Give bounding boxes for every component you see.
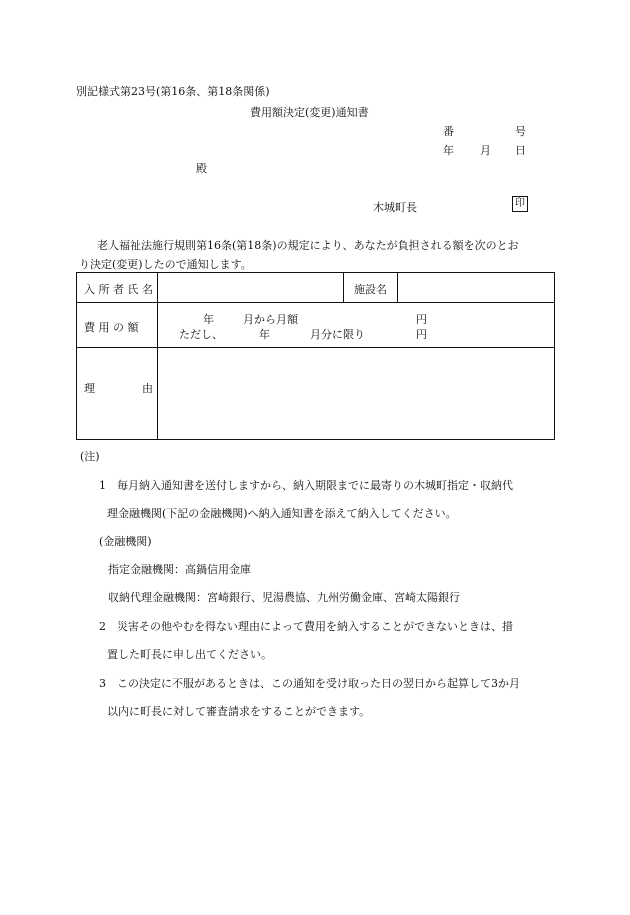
cost-year-label: 年 bbox=[203, 313, 214, 326]
cost-amount-label: 費 用 の 額 bbox=[84, 321, 139, 334]
note2-line2: 置した町長に申し出てください。 bbox=[107, 648, 272, 661]
note1-line2: 理金融機関(下記の金融機関)へ納入通知書を添えて納入してください。 bbox=[107, 507, 457, 520]
details-table bbox=[76, 272, 555, 440]
notes-heading: (注) bbox=[80, 450, 100, 463]
cost-proviso-year-label: 年 bbox=[259, 328, 270, 341]
body-text-line1: 老人福祉法施行規則第16条(第18条)の規定により、あなたが負担される額を次のとお bbox=[97, 239, 519, 252]
number-label: 番 bbox=[443, 125, 454, 138]
facility-name-label: 施設名 bbox=[354, 283, 387, 296]
document-title: 費用額決定(変更)通知書 bbox=[250, 106, 369, 119]
form-number: 別記様式第23号(第16条、第18条関係) bbox=[76, 85, 270, 98]
table-col-divider bbox=[397, 273, 398, 302]
number-suffix: 号 bbox=[515, 125, 526, 138]
table-row-divider bbox=[77, 302, 554, 303]
date-year-label: 年 bbox=[443, 144, 454, 157]
resident-name-label: 入 所 者 氏 名 bbox=[84, 283, 153, 296]
seal-mark: 印 bbox=[512, 196, 528, 212]
note3-line1: 3 この決定に不服があるときは、この通知を受け取った日の翌日から起算して3か月 bbox=[99, 677, 520, 690]
issuer-name: 木城町長 bbox=[373, 201, 417, 214]
date-month-label: 月 bbox=[480, 144, 491, 157]
table-col-divider bbox=[157, 273, 158, 440]
designated-bank: 指定金融機関：高鍋信用金庫 bbox=[108, 563, 251, 576]
cost-proviso-month-label: 月分に限り bbox=[310, 328, 365, 341]
table-row-divider bbox=[77, 347, 554, 348]
recipient-honorific: 殿 bbox=[196, 162, 207, 175]
cost-proviso-label: ただし、 bbox=[179, 328, 223, 341]
table-col-divider bbox=[343, 273, 344, 302]
agent-banks: 収納代理金融機関：宮崎銀行、児湯農協、九州労働金庫、宮崎太陽銀行 bbox=[108, 591, 460, 604]
reason-label-char1: 理 bbox=[84, 382, 95, 395]
reason-label-char2: 由 bbox=[142, 382, 153, 395]
bank-heading: (金融機関) bbox=[99, 535, 152, 548]
cost-proviso-yen-label: 円 bbox=[416, 328, 427, 341]
cost-yen-label: 円 bbox=[416, 313, 427, 326]
cost-monthly-label: 月から月額 bbox=[243, 313, 298, 326]
note2-line1: 2 災害その他やむを得ない理由によって費用を納入することができないときは、措 bbox=[99, 620, 513, 633]
date-day-label: 日 bbox=[515, 144, 526, 157]
body-text-line2: り決定(変更)したので通知します。 bbox=[79, 258, 252, 271]
note1-line1: 1 毎月納入通知書を送付しますから、納入期限までに最寄りの木城町指定・収納代 bbox=[99, 479, 513, 492]
note3-line2: 以内に町長に対して審査請求をすることができます。 bbox=[107, 705, 371, 718]
